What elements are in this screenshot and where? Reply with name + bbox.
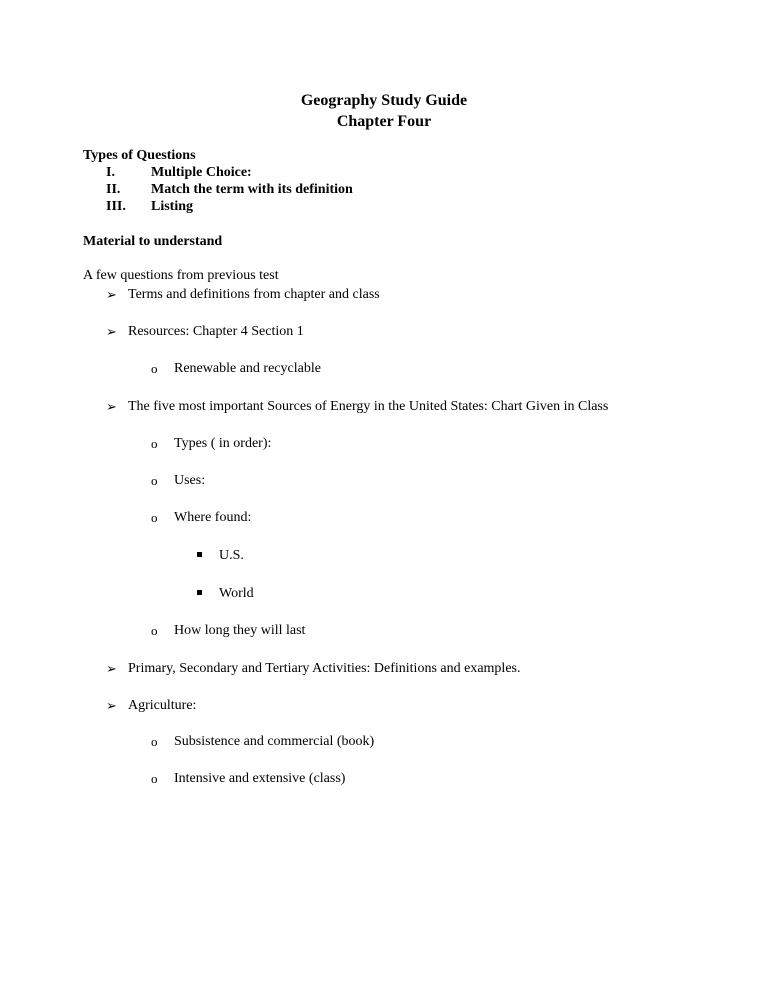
document-subtitle: Chapter Four (336, 113, 432, 130)
circle-bullet-icon: o (151, 473, 158, 488)
document-title: Geography Study Guide (300, 92, 468, 109)
circle-bullet-icon: o (151, 734, 158, 749)
question-type-item: Multiple Choice: (151, 165, 252, 180)
numeral-ii: II. (106, 182, 121, 197)
list-subitem: Intensive and extensive (class) (174, 771, 346, 786)
material-intro: A few questions from previous test (83, 268, 279, 283)
list-item: Primary, Secondary and Tertiary Activities: Definitions and examples. (128, 661, 521, 676)
list-subitem: Types ( in order): (174, 436, 272, 451)
circle-bullet-icon: o (151, 436, 158, 451)
circle-bullet-icon: o (151, 623, 158, 638)
list-item: Resources: Chapter 4 Section 1 (128, 324, 304, 339)
arrow-bullet-icon: ➢ (106, 287, 117, 302)
arrow-bullet-icon: ➢ (106, 324, 117, 339)
arrow-bullet-icon: ➢ (106, 399, 117, 414)
arrow-bullet-icon: ➢ (106, 661, 117, 676)
list-subsubitem: U.S. (219, 548, 244, 563)
numeral-iii: III. (106, 199, 126, 214)
circle-bullet-icon: o (151, 771, 158, 786)
list-subsubitem: World (219, 586, 254, 601)
square-bullet-icon (197, 590, 202, 595)
arrow-bullet-icon: ➢ (106, 698, 117, 713)
question-type-item: Listing (151, 199, 194, 214)
list-subitem: Renewable and recyclable (174, 361, 321, 376)
list-subitem: How long they will last (174, 623, 306, 638)
circle-bullet-icon: o (151, 510, 158, 525)
numeral-i: I. (106, 165, 115, 180)
list-item: The five most important Sources of Energy in the United States: Chart Given in Class (128, 399, 609, 414)
list-item: Terms and definitions from chapter and class (128, 287, 380, 302)
square-bullet-icon (197, 552, 202, 557)
question-type-item: Match the term with its definition (151, 182, 353, 197)
circle-bullet-icon: o (151, 361, 158, 376)
list-subitem: Uses: (174, 473, 206, 488)
question-types-heading: Types of Questions (83, 148, 196, 163)
list-subitem: Subsistence and commercial (book) (174, 734, 375, 749)
list-subitem: Where found: (174, 510, 252, 525)
list-item: Agriculture: (128, 698, 197, 713)
material-heading: Material to understand (83, 234, 223, 249)
